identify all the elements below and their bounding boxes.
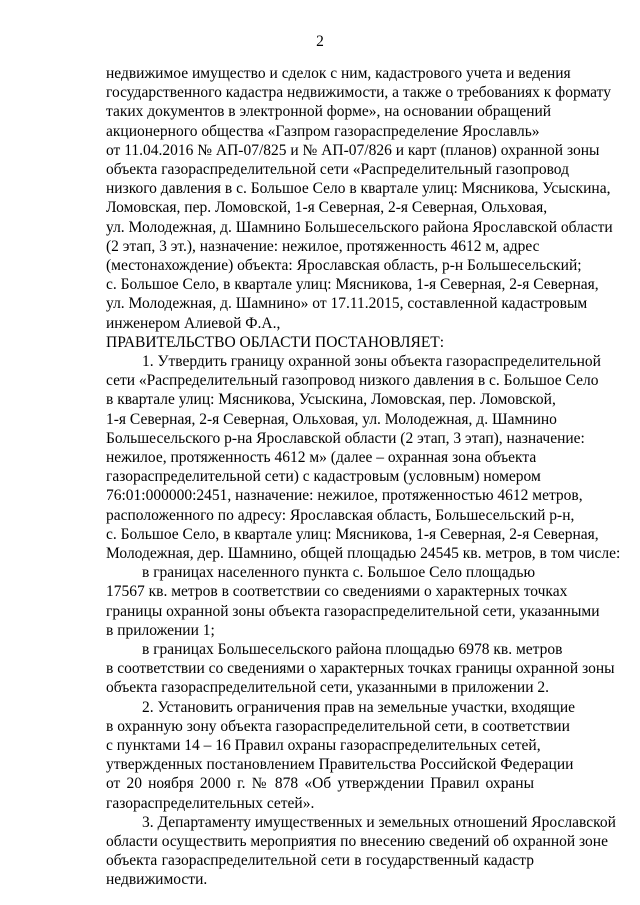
page-number: 2	[316, 33, 324, 50]
text-line: с пунктами 14 – 16 Правил охраны газораспределительных сетей,	[106, 737, 541, 754]
text-line: расположенного по адресу: Ярославская область, Большесельский р-н,	[106, 506, 575, 524]
text-line: Ломовская, пер. Ломовской, 1-я Северная, 2-я Северная, Ольховая,	[106, 199, 548, 217]
text-line: инженером Алиевой Ф.А.,	[106, 314, 281, 332]
text-line: в квартале улиц: Мясникова, Усыскина, Ломовская, пер. Ломовской,	[106, 391, 556, 409]
text-line: ул. Молодежная, д. Шамнино» от 17.11.2015, составленной кадастровым	[106, 295, 588, 313]
text-line: низкого давления в с. Большое Село в квартале улиц: Мясникова, Усыскина,	[106, 180, 611, 198]
text-line: 3. Департаменту имущественных и земельных отношений Ярославской	[142, 813, 616, 831]
text-line: объекта газораспределительной сети «Распределительный газопровод	[106, 161, 569, 178]
text-line: Большесельского р-на Ярославской области (2 этап, 3 этап), назначение:	[106, 429, 585, 447]
text-line: в соответствии со сведениями о характерных точках границы охранной зоны	[106, 660, 615, 678]
text-line: в охранную зону объекта газораспределительной сети, в соответствии	[106, 717, 570, 735]
text-line: объекта газораспределительной сети, указанными в приложении 2.	[106, 679, 549, 697]
text-line: с. Большое Село, в квартале улиц: Мясникова, 1-я Северная, 2-я Северная,	[106, 276, 599, 294]
text-line: Молодежная, дер. Шамнино, общей площадью 24545 кв. метров, в том числе:	[106, 545, 621, 562]
text-line: недвижимости.	[106, 871, 208, 889]
text-line: границы охранной зоны объекта газораспределительной сети, указанными	[106, 602, 600, 620]
text-line: (2 этап, 3 эт.), назначение: нежилое, протяженность 4612 м, адрес	[106, 237, 540, 255]
text-line: государственного кадастра недвижимости, а также о требованиях к формату	[106, 84, 611, 102]
text-line: области осуществить мероприятия по внесению сведений об охранной зоне	[106, 833, 608, 850]
text-line: газораспределительной сети) с кадастровым (условным) номером	[106, 468, 541, 486]
text-line: от 11.04.2016 № АП-07/825 и № АП-07/826 и карт (планов) охранной зоны	[106, 141, 600, 159]
text-line: объекта газораспределительной сети в государственный кадастр	[106, 852, 534, 870]
text-line: газораспределительных сетей».	[106, 794, 315, 812]
text-line: ПРАВИТЕЛЬСТВО ОБЛАСТИ ПОСТАНОВЛЯЕТ:	[106, 333, 445, 351]
text-line: в приложении 1;	[106, 621, 215, 639]
text-line: 76:01:000000:2451, назначение: нежилое, протяженностью 4612 метров,	[106, 487, 583, 505]
text-line: нежилое, протяженность 4612 м» (далее – охранная зона объекта	[106, 449, 537, 466]
text-line: ул. Молодежная, д. Шамнино Большесельского района Ярославской области	[106, 218, 613, 236]
text-line: 2. Установить ограничения прав на земельные участки, входящие	[142, 698, 575, 716]
text-line: 1. Утвердить границу охранной зоны объекта газораспределительной	[142, 353, 601, 370]
text-line: акционерного общества «Газпром газораспределение Ярославль»	[106, 122, 540, 140]
text-line: с. Большое Село, в квартале улиц: Мясникова, 1-я Северная, 2-я Северная,	[106, 525, 599, 543]
text-line: недвижимое имущество и сделок с ним, кадастрового учета и ведения	[106, 65, 571, 82]
text-line: от 20 ноября 2000 г. № 878 «Об утверждении Правил охраны	[106, 775, 534, 793]
text-line: сети «Распределительный газопровод низкого давления в с. Большое Село	[106, 372, 599, 390]
text-line: 17567 кв. метров в соответствии со сведениями о характерных точках	[106, 583, 568, 601]
text-line: таких документов в электронной форме», на основании обращений	[106, 103, 552, 121]
text-line: 1-я Северная, 2-я Северная, Ольховая, ул. Молодежная, д. Шамнино	[106, 410, 557, 428]
text-line: в границах Большесельского района площадью 6978 кв. метров	[142, 641, 563, 658]
text-line: (местонахождение) объекта: Ярославская область, р-н Большесельский;	[106, 257, 582, 274]
text-line: в границах населенного пункта с. Большое Село площадью	[142, 564, 536, 582]
text-line: утвержденных постановлением Правительства Российской Федерации	[106, 756, 574, 774]
